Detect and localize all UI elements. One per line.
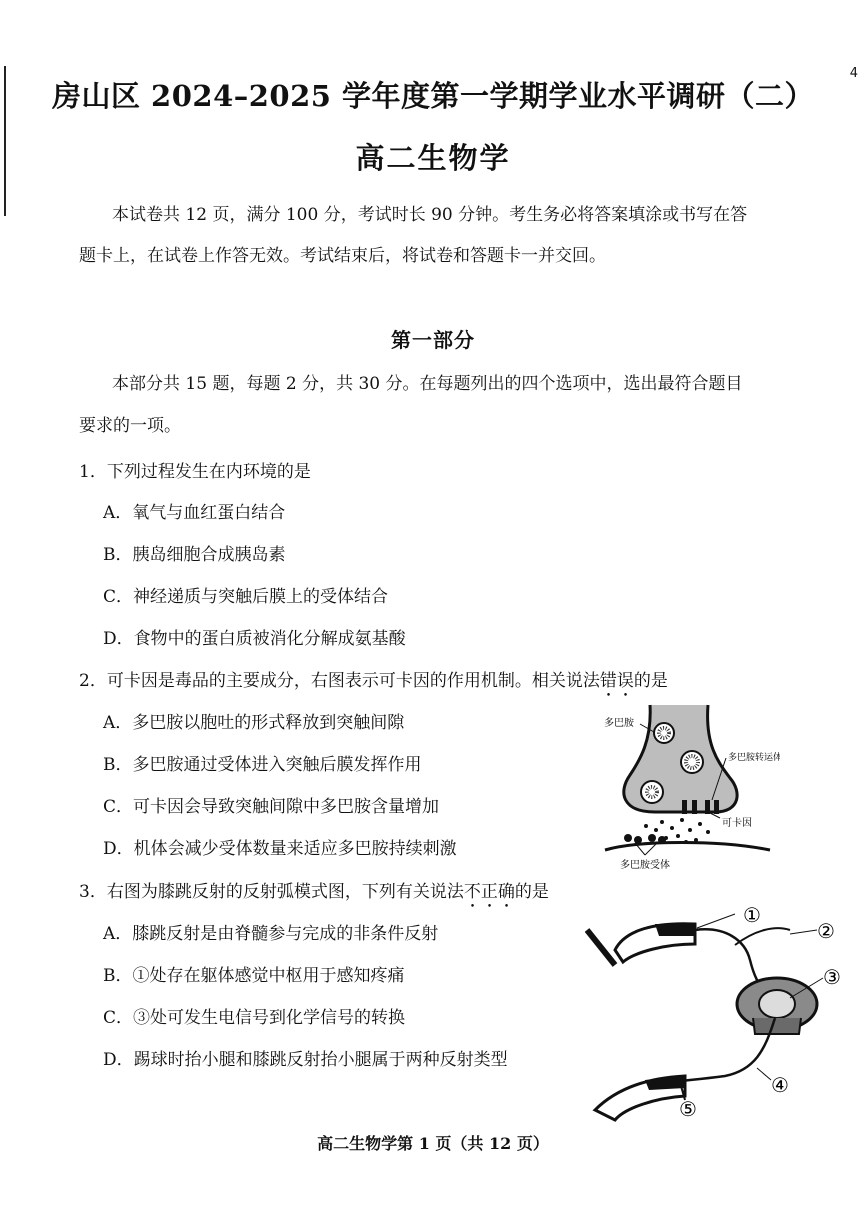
question-1-option-a: A．氧气与血红蛋白结合: [103, 503, 286, 523]
label-dopamine: 多巴胺: [604, 718, 634, 729]
postsynaptic-membrane: [605, 843, 770, 851]
instructions-line-1: 本试卷共 12 页，满分 100 分，考试时长 90 分钟。考生务必将答案填涂或书写在答: [112, 205, 748, 225]
page-footer: 高二生物学第 1 页（共 12 页）: [317, 1134, 549, 1153]
subject-title: 高二生物学: [355, 141, 511, 175]
transporter: [682, 800, 687, 814]
part-intro-line-1: 本部分共 15 题，每题 2 分，共 30 分。在每题列出的四个选项中，选出最符合题目: [112, 374, 743, 394]
synapse-figure: [600, 700, 780, 880]
question-1-option-d: D．食物中的蛋白质被消化分解成氨基酸: [103, 629, 406, 649]
question-1-option-c: C．神经递质与突触后膜上的受体结合: [103, 587, 389, 607]
emphasis-text: 不正确: [463, 882, 515, 902]
emphasis-text: 错误: [599, 671, 634, 691]
muscle: [655, 924, 695, 936]
label-cocaine: 可卡因: [722, 818, 752, 829]
label-4: ④: [771, 1073, 789, 1097]
label-5: ⑤: [679, 1097, 697, 1121]
question-2-stem: 2．可卡因是毒品的主要成分，右图表示可卡因的作用机制。相关说法错误的是: [79, 671, 668, 691]
question-3-option-b: B．①处存在躯体感觉中枢用于感知疼痛: [103, 966, 405, 986]
label-transporter: 多巴胺转运体: [728, 753, 780, 763]
vesicle: [641, 781, 663, 803]
reflex-hammer: [587, 930, 615, 965]
label-1: ①: [743, 903, 761, 927]
part-intro-line-2: 要求的一项。: [79, 416, 181, 436]
question-3-option-c: C．③处可发生电信号到化学信号的转换: [103, 1008, 406, 1028]
question-3-stem: 3．右图为膝跳反射的反射弧模式图，下列有关说法不正确的是: [79, 882, 549, 902]
question-2-option-c: C．可卡因会导致突触间隙中多巴胺含量增加: [103, 797, 440, 817]
question-2-option-b: B．多巴胺通过受体进入突触后膜发挥作用: [103, 755, 422, 775]
label-receptor: 多巴胺受体: [620, 860, 670, 871]
question-1-option-b: B．胰岛细胞合成胰岛素: [103, 545, 286, 565]
label-3: ③: [823, 965, 841, 989]
question-2-option-a: A．多巴胺以胞吐的形式释放到突触间隙: [103, 713, 405, 733]
reflex-arc-figure: [585, 900, 855, 1125]
question-1-stem: 1．下列过程发生在内环境的是: [79, 462, 311, 482]
part-heading: 第一部分: [391, 328, 475, 352]
exam-title: 房山区 2024–2025 学年度第一学期学业水平调研（二）: [51, 79, 815, 113]
question-3-option-d: D．踢球时抬小腿和膝跳反射抬小腿属于两种反射类型: [103, 1050, 508, 1070]
page-mark: 4: [849, 66, 858, 81]
label-2: ②: [817, 919, 835, 943]
question-2-option-d: D．机体会减少受体数量来适应多巴胺持续刺激: [103, 839, 457, 859]
instructions-line-2: 题卡上，在试卷上作答无效。考试结束后，将试卷和答题卡一并交回。: [79, 246, 606, 266]
question-3-option-a: A．膝跳反射是由脊髓参与完成的非条件反射: [103, 924, 439, 944]
